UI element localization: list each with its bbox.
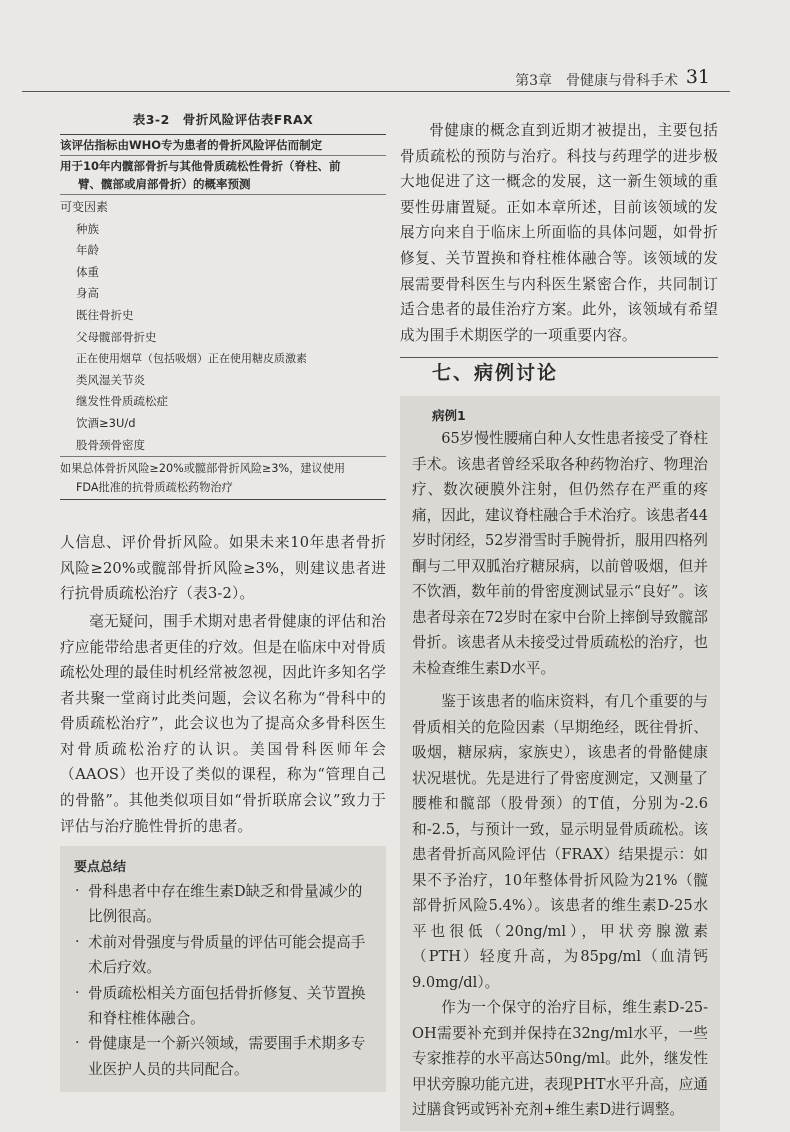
- left-column: [60, 110, 386, 839]
- list-item: · 骨科患者中存在维生素D缺乏和骨量减少的比例很高。: [74, 879, 374, 930]
- right-column: [400, 110, 718, 348]
- case-paragraph: 鉴于该患者的临床资料，有几个重要的与骨质相关的危险因素（早期绝经，既往骨折、吸烟，糖尿病，家族史），该患者的骨骼健康状况堪忧。先是进行了骨密度测定，又测量了腰椎和髋部（股骨颈）的T值，分别为-2.6和-2.5，与预计一致，显示明显骨质疏松。该患者骨折高风险评估（FRAX）结果提示：如果不予治疗，10年整体骨折风险为21%（髋部骨折风险5.4%）。该患者的维生素D-25水平也很低（20ng/ml），甲状旁腺激素（PTH）轻度升高，为85pg/ml（血清钙9.0mg/dl）。: [412, 693, 708, 991]
- bullet-icon: ·: [75, 883, 80, 899]
- bullet-icon: ·: [75, 1035, 80, 1052]
- body-paragraph: 骨健康的概念直到近期才被提出，主要包括骨质疏松的预防与治疗。科技与药理学的进步极大地促进了这一概念的发展，这一新生领域的重要性毋庸置疑。正如本章所述，目前该领域的发展方向来自于临床上所面临的具体问题，如骨折修复、关节置换和脊柱椎体融合等。该领域的发展需要骨科医生与内科医生紧密合作，共同制订适合患者的最佳治疗方案。此外，该领域有希望成为围手术期医学的一项重要内容。: [400, 122, 718, 344]
- table-row: 继发性骨质疏松症: [76, 394, 168, 409]
- table-head: 可变因素: [60, 200, 109, 214]
- bullet-icon: ·: [75, 984, 80, 1001]
- case-paragraph: 作为一个保守的治疗目标，维生素D-25-OH需要补充到并保持在32ng/ml水平，一些专家推荐的水平高达50ng/ml。此外，继发性甲状旁腺功能亢进，表现PHT水平升高，应通过膳食钙或钙补充剂+维生素D进行调整。: [412, 999, 708, 1118]
- table-row: 种族: [76, 221, 99, 236]
- body-paragraph: 毫无疑问，围手术期对患者骨健康的评估和治疗应能带给患者更佳的疗效。但是在临床中对骨质疏松处理的最佳时机经常被忽视，因此许多知名学者共聚一堂商讨此类问题，会议名称为“骨科中的骨质疏松治疗”，此会议也为了提高众多骨科医生对骨质疏松治疗的认识。美国骨科医师年会（AAOS）也开设了类似的课程，称为“管理自己的骨骼”。其他类似项目如“骨折联席会议”致力于评估与治疗脆性骨折的患者。: [60, 612, 386, 835]
- table-row: 父母髋部骨折史: [76, 329, 157, 344]
- page-number: 31: [685, 66, 710, 88]
- case-title: 病例1: [432, 408, 466, 423]
- table-row: 饮酒≥3U/d: [76, 415, 136, 430]
- bullet-icon: ·: [75, 933, 80, 950]
- table-desc-1: 该评估指标由WHO专为患者的骨折风险评估而制定: [60, 135, 386, 156]
- table-row: 股骨颈骨密度: [76, 437, 145, 452]
- table-row: 体重: [76, 264, 99, 279]
- chapter-title: 第3章 骨健康与骨科手术: [515, 73, 678, 89]
- list-item: · 骨质疏松相关方面包括骨折修复、关节置换和脊柱椎体融合。: [74, 981, 374, 1032]
- table-footnote: 如果总体骨折风险≥20%或髋部骨折风险≥3%，建议使用 FDA批准的抗骨质疏松药物治疗: [60, 456, 386, 500]
- table-desc-2: 用于10年内髋部骨折与其他骨质疏松性骨折（脊柱、前 臂、髋部或肩部骨折）的概率预测: [60, 156, 386, 195]
- key-points-title: 要点总结: [74, 860, 127, 875]
- table-row: 既往骨折史: [76, 307, 134, 322]
- table-caption: 表3-2 骨折风险评估表FRAX: [132, 112, 314, 127]
- section-title: 七、病例讨论: [432, 362, 559, 384]
- frax-table: [60, 134, 386, 500]
- case-box: [400, 396, 720, 1131]
- case-paragraph: 65岁慢性腰痛白种人女性患者接受了脊柱手术。该患者曾经采取各种药物治疗、物理治疗、数次硬膜外注射，但仍然存在严重的疼痛，因此，建议脊柱融合手术治疗。该患者44岁时闭经，52岁滑雪时手腕骨折，服用四格列酮与二甲双胍治疗糖尿病，以前曾吸烟，但并不饮酒，数年前的骨密度测试显示“良好”。该患者母亲在72岁时在家中台阶上摔倒导致髋部骨折。该患者从未接受过骨质疏松的治疗，也未检查维生素D水平。: [412, 430, 708, 677]
- list-item: · 骨健康是一个新兴领域，需要围手术期多专业医护人员的共同配合。: [74, 1031, 374, 1082]
- header-rule: [22, 91, 730, 92]
- table-row: 正在使用烟草（包括吸烟）正在使用糖皮质激素: [76, 352, 307, 366]
- table-row: 类风湿关节炎: [76, 372, 145, 387]
- body-paragraph: 人信息、评价骨折风险。如果未来10年患者骨折风险≥20%或髋部骨折风险≥3%，则建议患者进行抗骨质疏松治疗（表3-2）。: [60, 534, 386, 603]
- list-item: · 术前对骨强度与骨质量的评估可能会提高手术后疗效。: [74, 930, 374, 981]
- page-header: [0, 62, 790, 98]
- table-row: 年龄: [76, 243, 99, 258]
- key-points-box: [60, 846, 386, 1092]
- table-row: 身高: [76, 286, 99, 301]
